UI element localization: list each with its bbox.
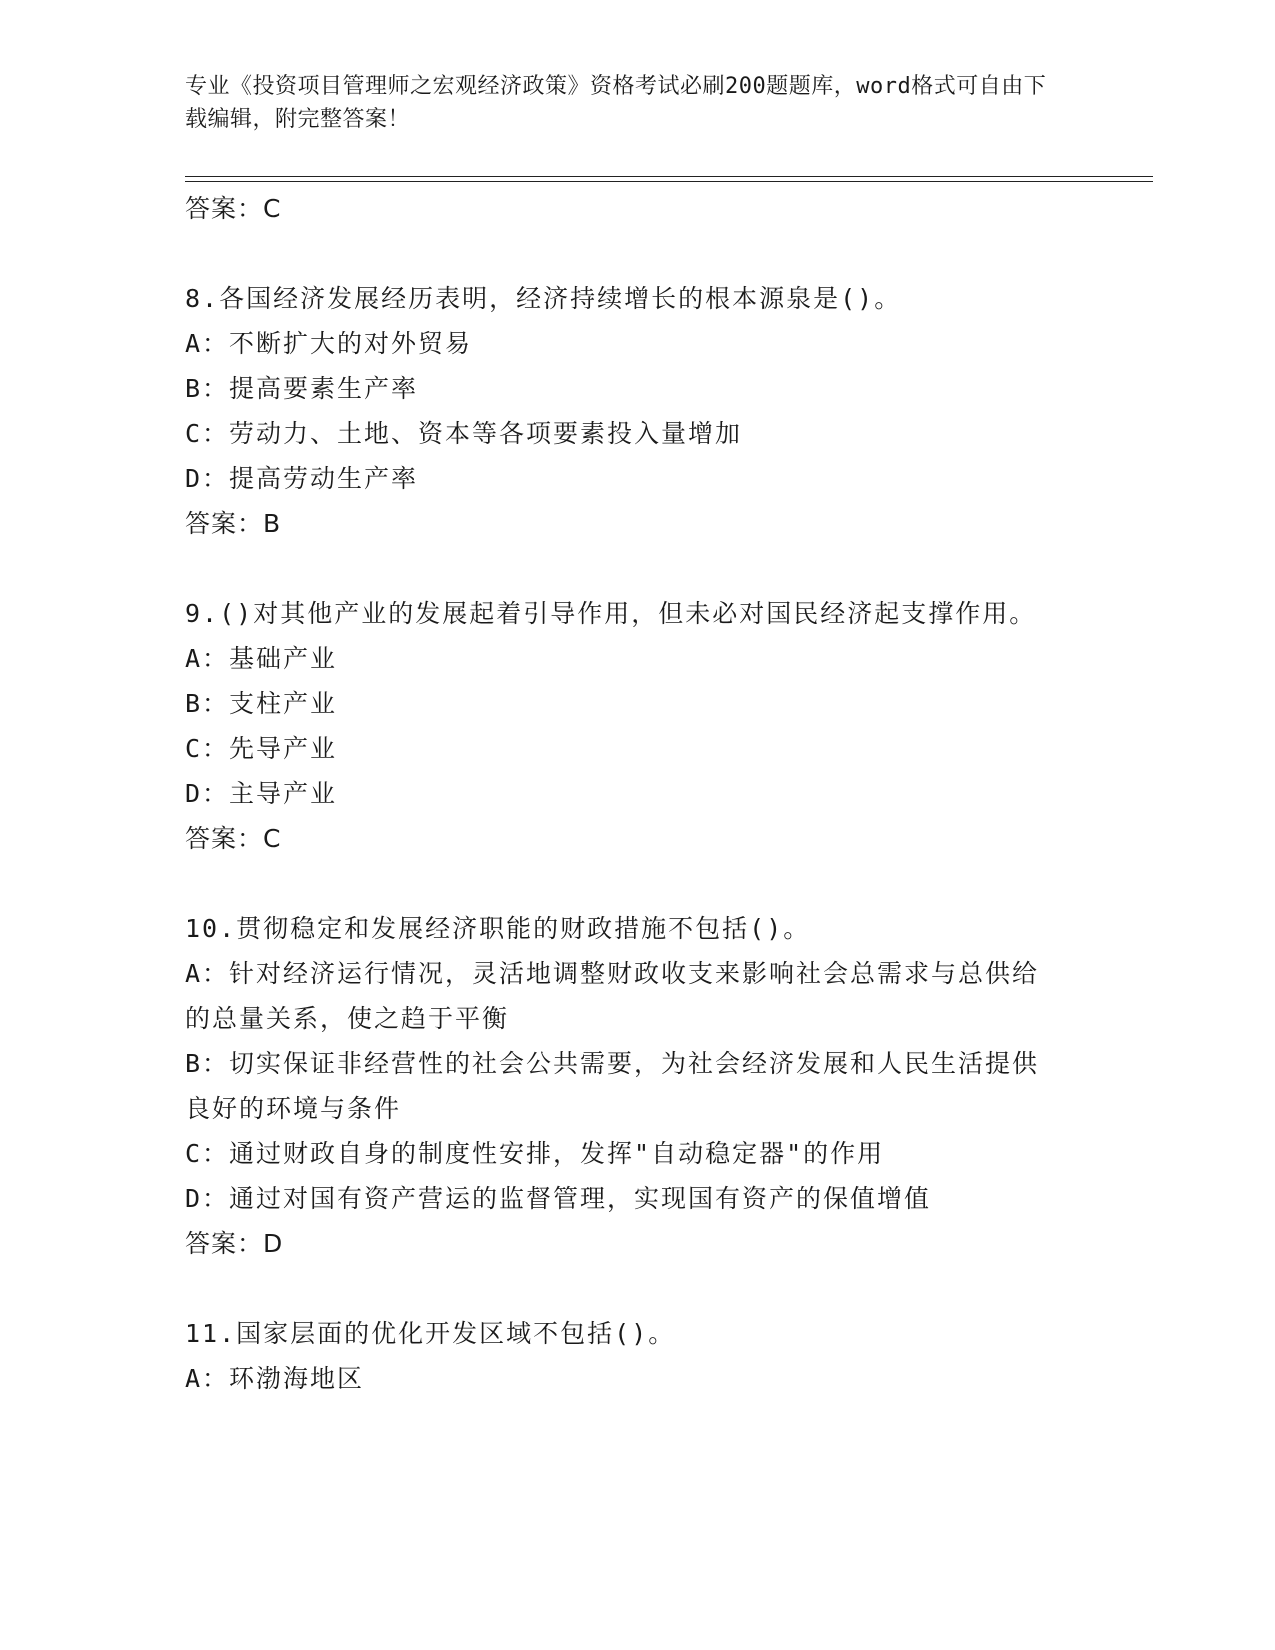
answer-line: 答案：B xyxy=(185,509,282,538)
spacer xyxy=(185,546,1085,591)
question-stem: 9.()对其他产业的发展起着引导作用，但未必对国民经济起支撑作用。 xyxy=(185,599,1037,628)
option-c: C：劳动力、土地、资本等各项要素投入量增加 xyxy=(185,419,743,448)
option-b: B：支柱产业 xyxy=(185,689,338,718)
document-header: 专业《投资项目管理师之宏观经济政策》资格考试必刷200题题库，word格式可自由下载编辑，附完整答案！ xyxy=(185,74,1047,132)
option-a: A：针对经济运行情况，灵活地调整财政收支来影响社会总需求与总供给的总量关系，使之趋于平衡 xyxy=(185,959,1040,1033)
option-a: A：环渤海地区 xyxy=(185,1364,365,1393)
option-d: D：主导产业 xyxy=(185,779,338,808)
option-c: C：通过财政自身的制度性安排，发挥"自动稳定器"的作用 xyxy=(185,1139,885,1168)
question-stem: 8.各国经济发展经历表明，经济持续增长的根本源泉是()。 xyxy=(185,284,902,313)
spacer xyxy=(185,861,1085,906)
header-rule-top xyxy=(185,176,1153,177)
spacer xyxy=(185,1266,1085,1311)
answer-line: 答案：C xyxy=(185,824,282,853)
answer-line: 答案：D xyxy=(185,1229,284,1258)
option-b: B：提高要素生产率 xyxy=(185,374,419,403)
option-c: C：先导产业 xyxy=(185,734,338,763)
question-stem: 11.国家层面的优化开发区域不包括()。 xyxy=(185,1319,676,1348)
option-b: B：切实保证非经营性的社会公共需要，为社会经济发展和人民生活提供良好的环境与条件 xyxy=(185,1049,1040,1123)
option-d: D：提高劳动生产率 xyxy=(185,464,419,493)
header-rule-bottom xyxy=(185,181,1153,182)
question-content xyxy=(185,186,1085,1401)
option-d: D：通过对国有资产营运的监督管理，实现国有资产的保值增值 xyxy=(185,1184,932,1213)
question-stem: 10.贯彻稳定和发展经济职能的财政措施不包括()。 xyxy=(185,914,811,943)
option-a: A：不断扩大的对外贸易 xyxy=(185,329,473,358)
option-a: A：基础产业 xyxy=(185,644,338,673)
spacer xyxy=(185,231,1085,276)
answer-line: 答案：C xyxy=(185,194,282,223)
